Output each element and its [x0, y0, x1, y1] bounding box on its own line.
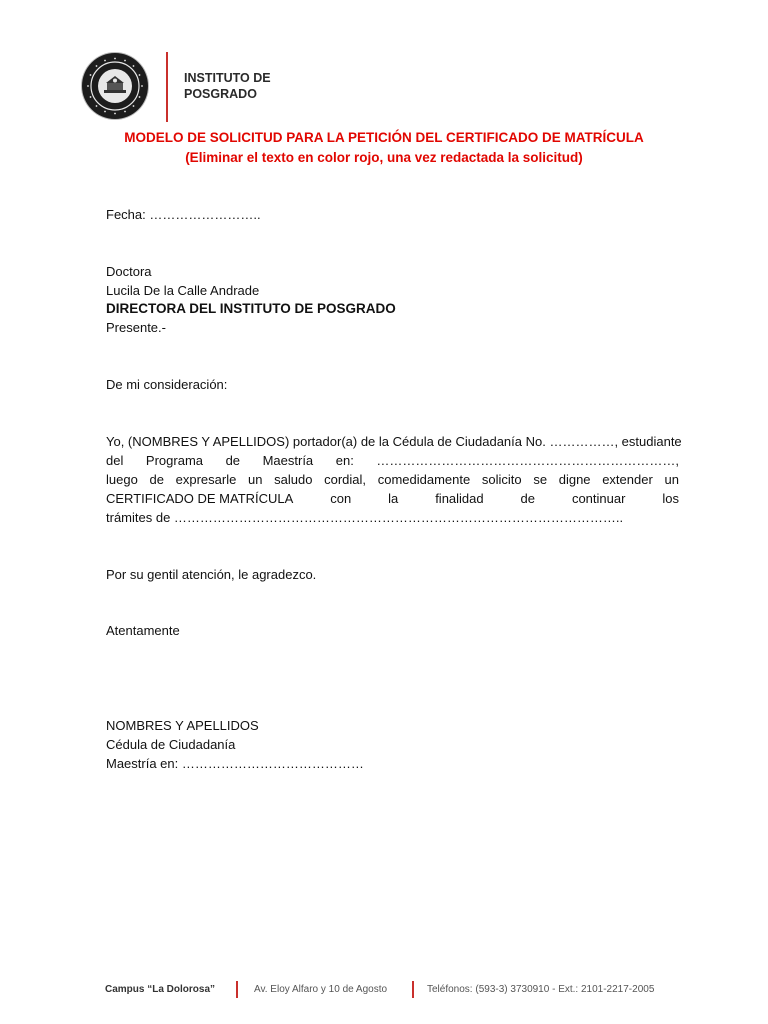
body-word: Maestría [262, 453, 314, 468]
institute-name-line1: INSTITUTO DE [184, 71, 271, 85]
body-line [106, 432, 682, 451]
signature-id: Cédula de Ciudadanía [106, 737, 236, 752]
document-instruction: (Eliminar el texto en color rojo, una vez redactada la solicitud) [185, 150, 583, 165]
body-word: ……………………………………………………………, [376, 453, 679, 468]
body-word: digne [558, 472, 591, 487]
body-word: trámites de ………………………………………………………………………………………….. [106, 510, 624, 525]
body-word: Yo, (NOMBRES Y APELLIDOS) portador(a) de la Cédula de Ciudadanía No. ……………, estudiante [106, 434, 682, 449]
page-footer [0, 984, 768, 1000]
body-word: con [330, 491, 352, 506]
footer-divider [412, 981, 414, 998]
recipient-title: Doctora [106, 264, 152, 279]
recipient-position: DIRECTORA DEL INSTITUTO DE POSGRADO [106, 301, 396, 316]
signature-program: Maestría en: …………………………………… [106, 756, 364, 771]
body-word: extender [602, 472, 653, 487]
body-word: en: [335, 453, 354, 468]
body-word: se [533, 472, 548, 487]
header-divider [166, 52, 168, 122]
signature-name: NOMBRES Y APELLIDOS [106, 718, 259, 733]
university-seal-icon [82, 53, 148, 119]
body-word: del [106, 453, 124, 468]
body-line [106, 470, 679, 489]
document-title: MODELO DE SOLICITUD PARA LA PETICIÓN DEL CERTIFICADO DE MATRÍCULA [124, 130, 644, 145]
body-word: finalidad [435, 491, 484, 506]
body-word: los [662, 491, 679, 506]
institute-name-line2: POSGRADO [184, 87, 257, 101]
body-word: CERTIFICADO DE MATRÍCULA [106, 491, 294, 506]
body-word: solicito [481, 472, 522, 487]
body-word: de [149, 472, 164, 487]
footer-address: Av. Eloy Alfaro y 10 de Agosto [254, 984, 388, 995]
body-word: cordial, [324, 472, 367, 487]
body-word: luego [106, 472, 138, 487]
presente-line: Presente.- [106, 320, 166, 335]
footer-phones: Teléfonos: (593-3) 3730910 - Ext.: 2101-2217-2005 [427, 984, 655, 995]
greeting: De mi consideración: [106, 377, 228, 392]
recipient-name: Lucila De la Calle Andrade [106, 283, 260, 298]
footer-campus: Campus “La Dolorosa” [105, 984, 216, 995]
body-word: comedidamente [377, 472, 471, 487]
body-line [106, 508, 679, 527]
letter-body-paragraph [106, 432, 682, 527]
institute-name [184, 70, 271, 102]
body-word: Programa [145, 453, 203, 468]
body-word: un [248, 472, 263, 487]
body-line [106, 451, 679, 470]
body-word: un [664, 472, 679, 487]
body-word: continuar [571, 491, 626, 506]
closing-thanks: Por su gentil atención, le agradezco. [106, 567, 317, 582]
body-word: la [388, 491, 399, 506]
date-line: Fecha: …………………….. [106, 207, 261, 222]
body-word: saludo [274, 472, 313, 487]
body-word: de [225, 453, 241, 468]
body-line [106, 489, 679, 508]
closing: Atentamente [106, 623, 180, 638]
body-word: de [520, 491, 536, 506]
body-word: expresarle [175, 472, 237, 487]
footer-divider [236, 981, 238, 998]
